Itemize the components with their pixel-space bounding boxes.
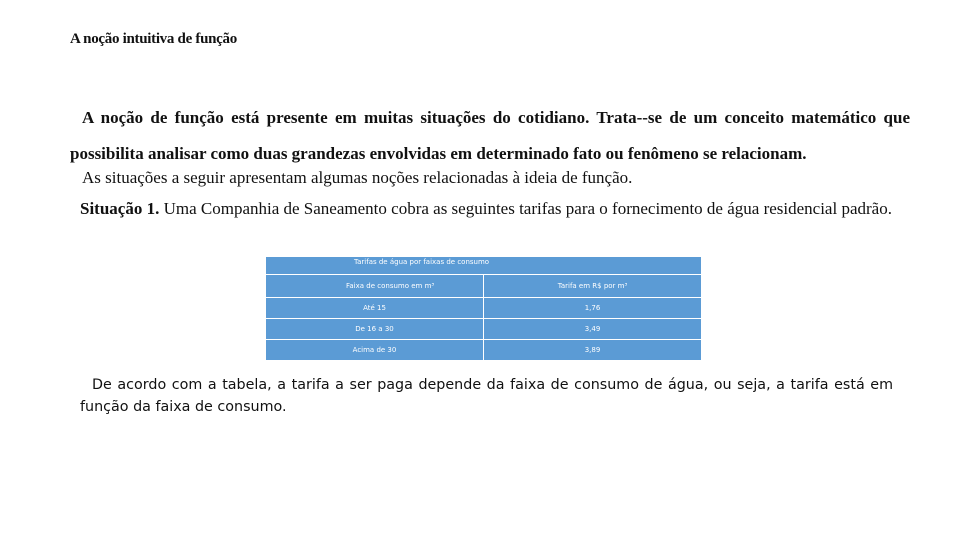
table-cell-tariff: 1,76 bbox=[484, 298, 702, 319]
table-cell-range: Até 15 bbox=[266, 298, 484, 319]
table-caption-row bbox=[266, 257, 702, 275]
table-row bbox=[266, 298, 702, 319]
table-row bbox=[266, 319, 702, 340]
table-header-row bbox=[266, 275, 702, 298]
situations-intro: As situações a seguir apresentam algumas noções relacionadas à ideia de função. bbox=[82, 168, 633, 187]
situation-1-text: Uma Companhia de Saneamento cobra as seguintes tarifas para o fornecimento de água residencial padrão. bbox=[159, 199, 892, 218]
table-cell-tariff: 3,89 bbox=[484, 340, 702, 361]
table-caption: Tarifas de água por faixas de consumo bbox=[266, 257, 702, 275]
tariff-table bbox=[265, 256, 702, 361]
intro-paragraph: A noção de função está presente em muitas situações do cotidiano. Trata--se de um conceito matemático que possibilita analisar como duas grandezas envolvidas em determinado fato ou fenômeno se relacionam. bbox=[70, 108, 910, 163]
situation-1-label: Situação 1. bbox=[80, 199, 160, 218]
table-cell-range: Acima de 30 bbox=[266, 340, 484, 361]
conclusion-paragraph: De acordo com a tabela, a tarifa a ser paga depende da faixa de consumo de água, ou seja, a tarifa está em função da faixa de consumo. bbox=[80, 377, 893, 415]
situation-1-paragraph bbox=[68, 198, 908, 219]
table-cell-tariff: 3,49 bbox=[484, 319, 702, 340]
page-title: A noção intuitiva de função bbox=[70, 31, 237, 47]
header-consumption-range: Faixa de consumo em m³ bbox=[266, 275, 484, 298]
table-row bbox=[266, 340, 702, 361]
header-tariff: Tarifa em R$ por m³ bbox=[484, 275, 702, 298]
table-cell-range: De 16 a 30 bbox=[266, 319, 484, 340]
